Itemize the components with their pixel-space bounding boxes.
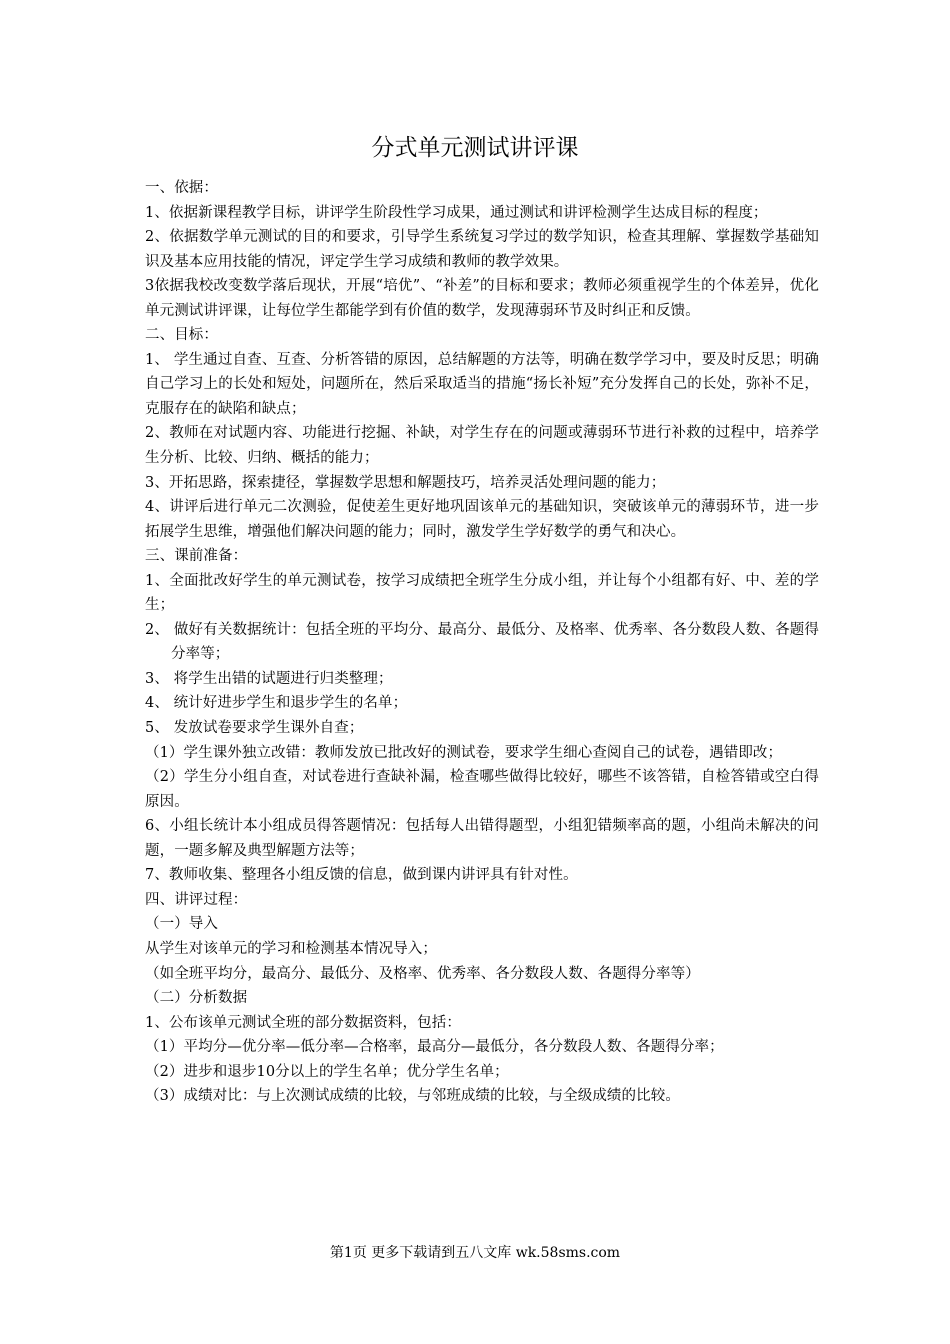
page-footer: 第1页 更多下载请到五八文库 wk.58sms.com — [329, 1245, 621, 1261]
paragraph: 2、 做好有关数据统计：包括全班的平均分、最高分、最低分、及格率、优秀率、各分数段人数、各题得分率等； — [145, 621, 819, 663]
section-heading: 二、目标： — [145, 327, 218, 344]
paragraph: （2）学生分小组自查，对试卷进行查缺补漏，检查哪些做得比较好，哪些不该答错，自检答错或空白得原因。 — [145, 769, 819, 810]
subsection-heading: （一）导入 — [145, 916, 218, 933]
paragraph: 6、小组长统计本小组成员得答题情况：包括每人出错得题型，小组犯错频率高的题，小组尚未解决的问题，一题多解及典型解题方法等； — [145, 818, 819, 859]
document-body — [145, 176, 819, 1109]
paragraph: 从学生对该单元的学习和检测基本情况导入； — [145, 940, 437, 957]
paragraph: （3）成绩对比：与上次测试成绩的比较，与邻班成绩的比较，与全级成绩的比较。 — [145, 1088, 680, 1105]
paragraph: 3依据我校改变数学落后现状，开展“培优”、“补差”的目标和要求；教师必须重视学生的个体差异，优化单元测试讲评课，让每位学生都能学到有价值的数学，发现薄弱环节及时纠正和反馈。 — [145, 278, 819, 319]
paragraph: 2、依据数学单元测试的目的和要求，引导学生系统复习学过的数学知识，检查其理解、掌握数学基础知识及基本应用技能的情况，评定学生学习成绩和教师的教学效果。 — [145, 229, 819, 270]
paragraph: 7、教师收集、整理各小组反馈的信息，做到课内讲评具有针对性。 — [145, 867, 578, 884]
paragraph: （1）平均分—优分率—低分率—合格率，最高分—最低分，各分数段人数、各题得分率； — [145, 1039, 724, 1056]
paragraph: 4、讲评后进行单元二次测验，促使差生更好地巩固该单元的基础知识，突破该单元的薄弱环节，进一步拓展学生思维，增强他们解决问题的能力；同时，激发学生学好数学的勇气和决心。 — [145, 499, 819, 540]
section-heading: 四、讲评过程： — [145, 891, 248, 908]
paragraph: 4、 统计好进步学生和退步学生的名单； — [145, 695, 408, 712]
paragraph: 2、教师在对试题内容、功能进行挖掘、补缺，对学生存在的问题或薄弱环节进行补救的过程中，培养学生分析、比较、归纳、概括的能力； — [145, 425, 819, 467]
paragraph: 3、开拓思路，探索捷径，掌握数学思想和解题技巧，培养灵活处理问题的能力； — [145, 474, 666, 491]
paragraph: 1、全面批改好学生的单元测试卷，按学习成绩把全班学生分成小组，并让每个小组都有好、中、差的学生； — [145, 572, 819, 614]
page-title: 分式单元测试讲评课 — [371, 135, 579, 161]
paragraph: 1、 学生通过自查、互查、分析答错的原因，总结解题的方法等，明确在数学学习中，要及时反思；明确自己学习上的长处和短处，问题所在，然后采取适当的措施“扬长补短”充分发挥自己的长处，弥补不足，克服存在的缺陷和缺点； — [145, 351, 819, 417]
paragraph: （如全班平均分，最高分、最低分、及格率、优秀率、各分数段人数、各题得分率等） — [145, 965, 700, 982]
section-heading: 三、课前准备： — [145, 548, 248, 565]
paragraph: 3、 将学生出错的试题进行归类整理； — [145, 670, 393, 687]
section-heading: 一、依据： — [145, 180, 218, 196]
subsection-heading: （二）分析数据 — [145, 990, 248, 1007]
paragraph: （2）进步和退步10分以上的学生名单；优分学生名单； — [145, 1063, 509, 1080]
paragraph: 5、 发放试卷要求学生课外自查； — [145, 720, 364, 737]
paragraph: 1、依据新课程教学目标，讲评学生阶段性学习成果，通过测试和讲评检测学生达成目标的程度； — [145, 204, 768, 221]
paragraph: 1、公布该单元测试全班的部分数据资料，包括： — [145, 1014, 461, 1031]
paragraph: （1）学生课外独立改错：教师发放已批改好的测试卷，要求学生细心查阅自己的试卷，遇错即改； — [145, 744, 783, 761]
